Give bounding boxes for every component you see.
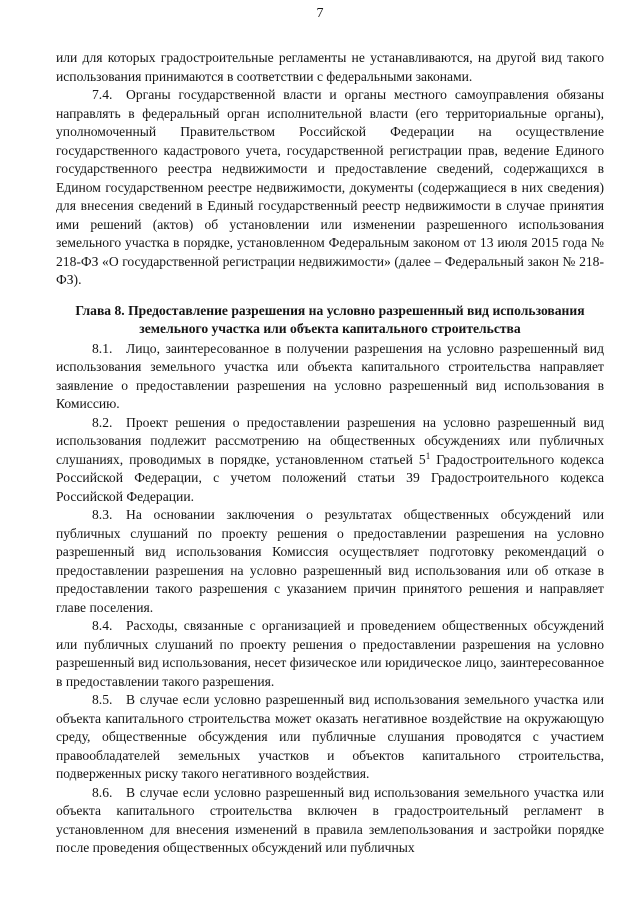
- paragraph-8-1: [56, 340, 604, 414]
- page-number: 7: [316, 6, 324, 21]
- paragraph-number: 8.3.: [92, 507, 113, 522]
- paragraph-number: 8.5.: [92, 692, 113, 707]
- paragraph-8-3: [56, 506, 604, 617]
- paragraph-8-5: [56, 691, 604, 784]
- paragraph-8-2: [56, 414, 604, 507]
- document-body: [56, 49, 604, 858]
- paragraph-text: На основании заключения о результатах общественных обсуждений или публичных слушаний по проекту решения о предоставлении разрешения на условно разрешенный вид использования Комиссия осуществляет подготовку рекомендаций о предоставлении разрешения на условно разрешенный вид использования или об отказе в предоставлении такого разрешения с указанием причин принятого решения и направляет главе поселения.: [56, 507, 604, 615]
- paragraph-text: В случае если условно разрешенный вид использования земельного участка или объекта капитального строительства включен в градостроительный регламент в установленном для внесения изменений в правила землепользования и застройки порядке после проведения общественных обсуждений или публичных: [56, 784, 604, 855]
- continuation-paragraph: или для которых градостроительные регламенты не устанавливаются, на другой вид такого использования принимаются в соответствии с федеральными законами.: [56, 50, 604, 84]
- paragraph-text: В случае если условно разрешенный вид использования земельного участка или объекта капитального строительства может оказать негативное воздействие на окружающую среду, общественные обсуждения или публичные слушания проводятся с участием правообладателей земельных участков и объектов капитального строительства, подверженных риску такого негативного воздействия.: [56, 692, 604, 781]
- paragraph-number: 8.6.: [92, 784, 113, 800]
- paragraph-text: Органы государственной власти и органы местного самоуправления обязаны направлять в федеральный орган исполнительной власти (его территориальные органы), уполномоченный Правительством Российской Федерации на осуществление государственного кадастрового учета, государственной регистрации прав, ведение Единого государственного реестра недвижимости и предоставление сведений, содержащихся в Едином государственном реестре недвижимости, документы (содержащиеся в них сведения) для внесения сведений в Единый государственный реестр недвижимости в случае принятия ими решений (актов) об установлении или изменении разрешенного использования земельного участка в порядке, установленном Федеральным законом от 13 июля 2015 года № 218-ФЗ «О государственной регистрации недвижимости» (далее – Федеральный закон № 218-ФЗ).: [56, 87, 604, 287]
- paragraph-text: Лицо, заинтересованное в получении разрешения на условно разрешенный вид использования земельного участка или объекта капитального строительства направляет заявление о предоставлении разрешения на условно разрешенный вид использования в Комиссию.: [56, 340, 604, 411]
- paragraph-8-6: [56, 784, 604, 858]
- paragraph-8-4: [56, 617, 604, 691]
- paragraph-7-4: [56, 86, 604, 290]
- paragraph-number: 7.4.: [92, 87, 113, 102]
- chapter-8-title: Глава 8. Предоставление разрешения на условно разрешенный вид использования земельного участка или объекта капитального строительства: [75, 302, 585, 336]
- paragraph-text-continued: Градостроительного кодекса Российской Федерации, с учетом положений статьи 39 Градостроительного кодекса Российской Федерации.: [56, 451, 604, 504]
- paragraph-number: 8.4.: [92, 618, 113, 633]
- paragraph-number: 8.1.: [92, 340, 113, 356]
- paragraph-number: 8.2.: [92, 414, 113, 430]
- article-superscript: 1: [425, 450, 431, 461]
- paragraph-text: Проект решения о предоставлении разрешения на условно разрешенный вид использования подлежит рассмотрению на общественных обсуждениях или публичных слушаниях, проводимых в порядке, установленном статьей 5: [56, 414, 604, 467]
- paragraph-text: Расходы, связанные с организацией и проведением общественных обсуждений или публичных слушаний по проекту решения о предоставлении разрешения на условно разрешенный вид использования, несет физическое или юридическое лицо, заинтересованное в предоставлении такого разрешения.: [56, 618, 604, 689]
